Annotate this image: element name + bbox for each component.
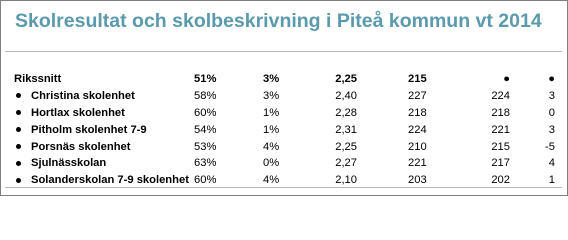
cell-col6: 3 (548, 123, 555, 136)
table-row-rikssnitt (1, 71, 567, 88)
cell-col6: -5 (545, 140, 555, 153)
cell-col6: 1 (548, 174, 555, 187)
bullet-icon (16, 127, 21, 132)
cell-col2: 4% (263, 174, 280, 187)
table-row (1, 105, 567, 122)
cell-col3: 2,10 (335, 174, 357, 187)
row-name: Rikssnitt (14, 73, 62, 85)
row-name: Solanderskolan 7-9 skolenhet (31, 174, 189, 187)
cell-col5: ● (503, 73, 510, 85)
cell-col5: 218 (491, 106, 510, 119)
cell-col1: 53% (194, 140, 217, 153)
cell-col6: 4 (548, 157, 555, 170)
row-name: Sjulnässkolan (31, 157, 107, 170)
cell-col4: 215 (408, 73, 427, 85)
bullet-icon (16, 110, 21, 115)
row-name: Porsnäs skolenhet (31, 140, 131, 153)
table-row (1, 122, 567, 139)
cell-col5: 202 (491, 174, 510, 187)
cell-col5: 221 (491, 123, 510, 136)
row-name: Christina skolenhet (31, 89, 135, 102)
cell-col2: 3% (263, 89, 280, 102)
row-name: Pitholm skolenhet 7-9 (31, 123, 147, 136)
page-title: Skolresultat och skolbeskrivning i Piteå kommun vt 2014 (15, 10, 542, 32)
cell-col2: 0% (263, 157, 280, 170)
cell-col4: 224 (408, 123, 427, 136)
cell-col3: 2,25 (335, 73, 357, 85)
results-table (1, 71, 567, 189)
cell-col5: 215 (491, 140, 510, 153)
cell-col1: 60% (194, 106, 217, 119)
cell-col6: ● (548, 73, 555, 85)
table-row (1, 155, 567, 172)
cell-col3: 2,28 (335, 106, 357, 119)
cell-col2: 1% (263, 123, 280, 136)
table-row (1, 88, 567, 105)
bullet-icon (16, 93, 21, 98)
cell-col3: 2,31 (335, 123, 357, 136)
cell-col1: 58% (194, 89, 217, 102)
bullet-icon (16, 161, 21, 166)
cell-col2: 4% (263, 140, 280, 153)
bullet-icon (16, 178, 21, 183)
cell-col2: 1% (263, 106, 280, 119)
cell-col1: 60% (194, 174, 217, 187)
cell-col4: 210 (408, 140, 427, 153)
cell-col4: 203 (408, 174, 427, 187)
cell-col4: 221 (408, 157, 427, 170)
cell-col1: 54% (194, 123, 217, 136)
cell-col1: 63% (194, 157, 217, 170)
table-row (1, 139, 567, 156)
top-divider (5, 51, 562, 52)
cell-col3: 2,25 (335, 140, 357, 153)
bottom-divider (5, 187, 562, 188)
cell-col4: 227 (408, 89, 427, 102)
bullet-icon (16, 144, 21, 149)
cell-col6: 0 (548, 106, 555, 119)
cell-col6: 3 (548, 89, 555, 102)
cell-col3: 2,40 (335, 89, 357, 102)
cell-col5: 224 (491, 89, 510, 102)
cell-col1: 51% (194, 73, 217, 85)
cell-col3: 2,27 (335, 157, 357, 170)
row-name: Hortlax skolenhet (31, 106, 125, 119)
cell-col2: 3% (263, 73, 280, 85)
cell-col5: 217 (491, 157, 510, 170)
cell-col4: 218 (408, 106, 427, 119)
